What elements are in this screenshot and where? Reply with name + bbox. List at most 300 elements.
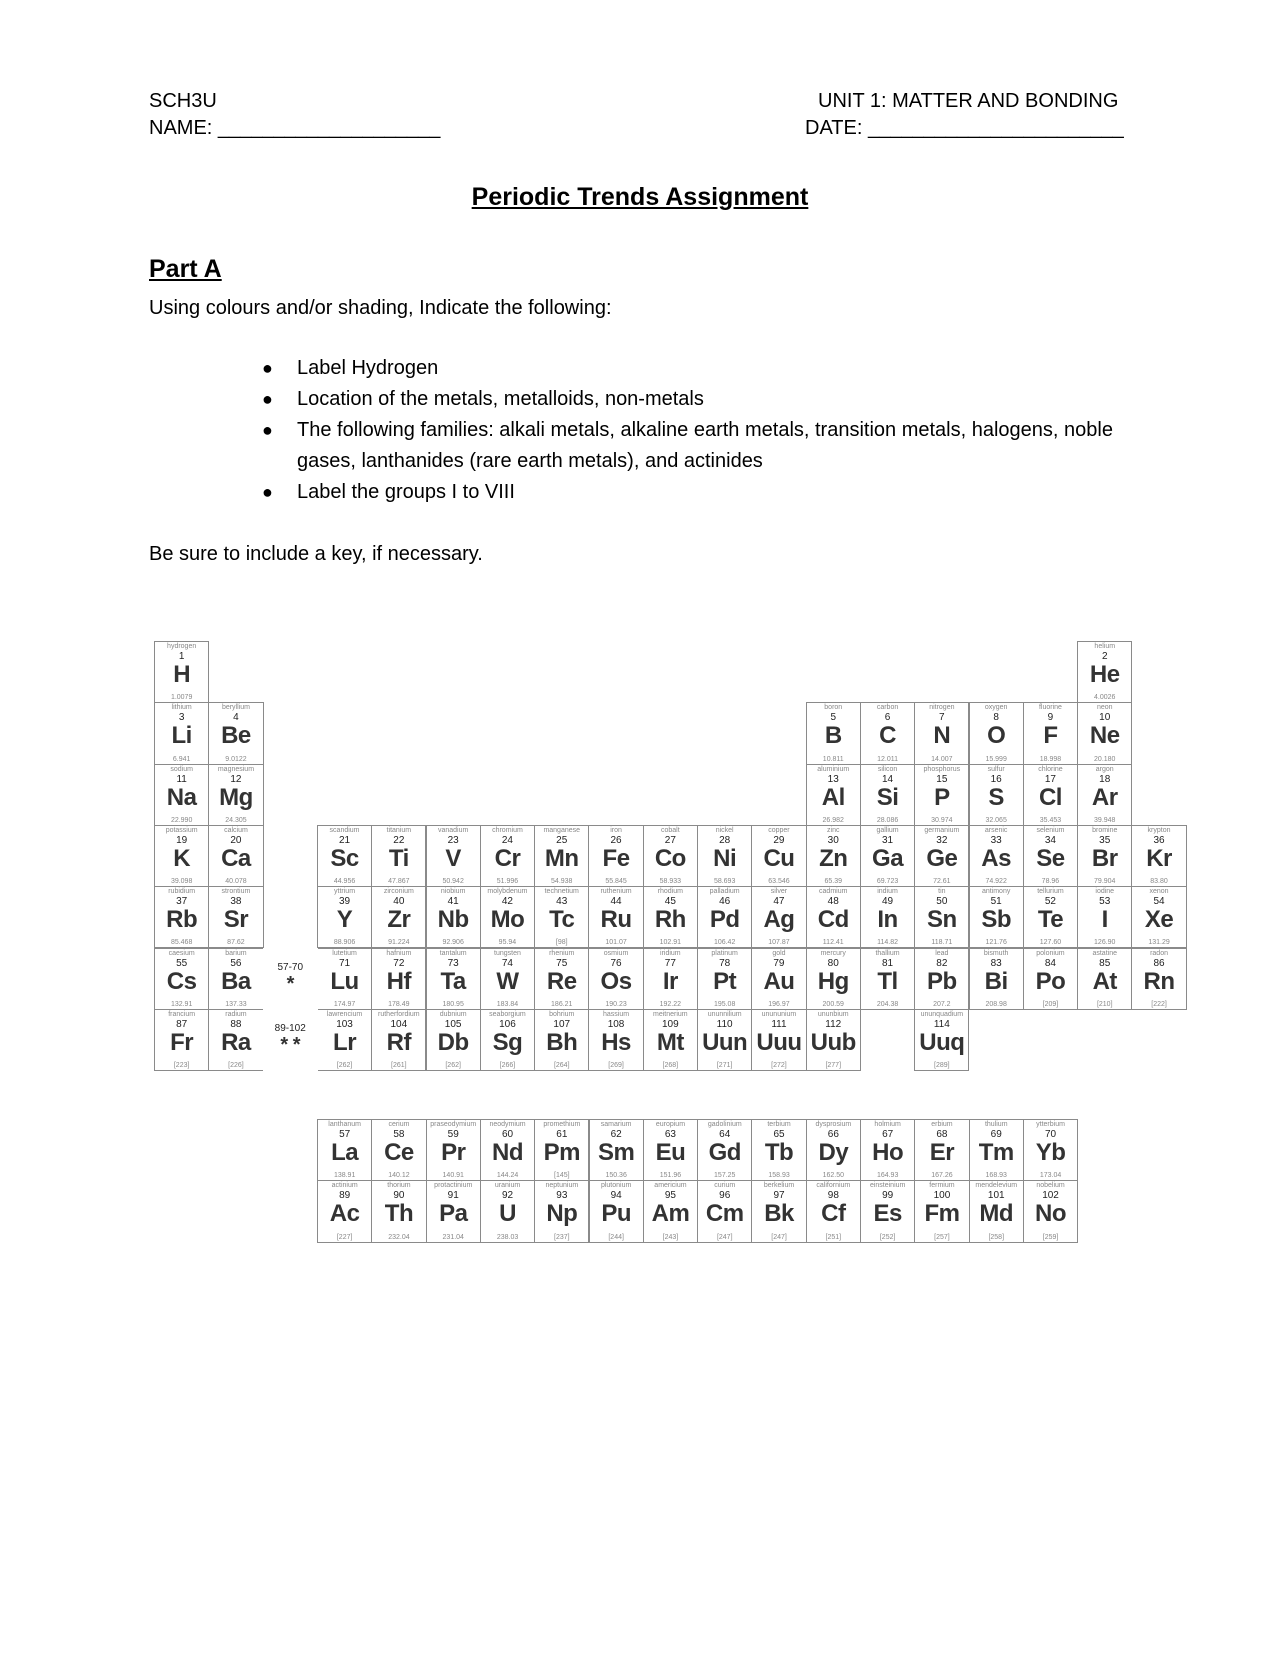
atomic-number: 63 — [664, 1129, 676, 1140]
atomic-weight: 102.91 — [659, 939, 682, 947]
atomic-number: 46 — [719, 896, 731, 908]
element-name: chromium — [492, 826, 523, 834]
placeholder-range: 57-70 — [277, 961, 304, 973]
element-symbol: Cu — [763, 844, 795, 872]
atomic-number: 25 — [556, 834, 568, 846]
atomic-weight: 140.91 — [442, 1172, 464, 1180]
atomic-weight: [247] — [771, 1233, 787, 1241]
element-name: radium — [225, 1010, 247, 1018]
element-name: dysprosium — [815, 1121, 852, 1128]
element-name: ruthenium — [600, 888, 632, 896]
atomic-number: 10 — [1099, 712, 1111, 724]
element-mt — [643, 1009, 698, 1071]
element-name: germanium — [924, 826, 960, 834]
element-cm — [697, 1180, 752, 1242]
element-symbol: Ho — [872, 1139, 904, 1166]
element-symbol: He — [1089, 661, 1120, 688]
element-gd — [697, 1119, 752, 1181]
atomic-weight: 22.990 — [170, 816, 193, 824]
atomic-weight: [227] — [336, 1233, 353, 1241]
atomic-number: 20 — [230, 834, 242, 846]
element-name: zirconium — [383, 888, 414, 896]
element-name: holmium — [874, 1121, 901, 1128]
atomic-weight: 9.0122 — [225, 755, 247, 763]
element-name: cadmium — [819, 888, 848, 896]
element-name: lawrencium — [326, 1010, 363, 1018]
atomic-number: 34 — [1044, 834, 1056, 846]
element-symbol: Ne — [1089, 722, 1120, 750]
element-name: krypton — [1147, 826, 1171, 834]
atomic-number: 111 — [771, 1018, 787, 1030]
element-symbol: Ar — [1091, 783, 1118, 811]
element-symbol: Md — [979, 1200, 1014, 1228]
element-name: manganese — [543, 826, 581, 834]
element-bi — [969, 948, 1024, 1010]
name-field-label[interactable]: NAME: ____________________ — [149, 117, 441, 139]
atomic-weight: [264] — [553, 1062, 570, 1070]
element-symbol: Ce — [384, 1139, 414, 1166]
element-symbol: Zn — [819, 844, 848, 872]
atomic-weight: 231.04 — [442, 1233, 464, 1241]
element-nb — [426, 886, 481, 948]
element-symbol: S — [988, 783, 1004, 811]
element-name: thorium — [387, 1182, 411, 1190]
element-br — [1077, 825, 1132, 887]
element-name: technetium — [544, 888, 579, 896]
atomic-weight: 137.33 — [225, 1000, 247, 1008]
atomic-number: 27 — [664, 834, 676, 846]
task-text: Label Hydrogen — [297, 357, 439, 379]
element-symbol: Bh — [546, 1028, 578, 1056]
element-symbol: Ge — [926, 844, 958, 872]
element-symbol: Sn — [927, 906, 957, 934]
atomic-weight: [269] — [608, 1062, 624, 1070]
element-symbol: Ag — [763, 906, 795, 934]
element-symbol: Rh — [654, 906, 686, 934]
element-ar — [1077, 764, 1132, 826]
atomic-number: 2 — [1101, 651, 1108, 662]
atomic-weight: 15.999 — [985, 755, 1007, 763]
element-name: xenon — [1149, 888, 1169, 896]
element-name: astatine — [1092, 949, 1117, 957]
element-re — [534, 948, 589, 1010]
atomic-number: 36 — [1153, 834, 1165, 846]
element-ag — [751, 886, 806, 948]
atomic-weight: 118.71 — [931, 939, 953, 947]
atomic-number: 21 — [338, 834, 351, 846]
atomic-weight: 178.49 — [388, 1000, 410, 1008]
element-rn — [1131, 948, 1186, 1010]
element-name: phosphorus — [923, 765, 961, 773]
atomic-number: 44 — [610, 896, 622, 908]
element-name: hafnium — [386, 949, 412, 957]
element-rh — [643, 886, 698, 948]
atomic-number: 99 — [882, 1190, 894, 1202]
element-name: nobelium — [1036, 1182, 1065, 1190]
atomic-number: 16 — [990, 773, 1002, 785]
element-symbol: Ti — [388, 844, 409, 872]
element-name: molybdenum — [487, 888, 528, 896]
element-symbol: Pm — [543, 1139, 581, 1166]
atomic-number: 22 — [393, 834, 405, 846]
periodic-table-f-block — [317, 1119, 1081, 1241]
element-name: samarium — [600, 1121, 632, 1128]
element-name: iodine — [1095, 888, 1115, 896]
element-symbol: N — [933, 722, 951, 750]
element-ne — [1077, 702, 1132, 764]
atomic-number: 45 — [664, 896, 676, 908]
element-name: cobalt — [660, 826, 680, 834]
element-ra — [208, 1009, 263, 1071]
element-symbol: Pd — [709, 906, 740, 934]
course-code: SCH3U — [149, 90, 217, 112]
atomic-number: 48 — [827, 896, 839, 908]
element-sb — [969, 886, 1024, 948]
element-symbol: Rn — [1143, 967, 1175, 995]
element-po — [1023, 948, 1078, 1010]
element-es — [860, 1180, 915, 1242]
element-symbol: Sc — [330, 844, 359, 872]
atomic-weight: [223] — [173, 1062, 190, 1070]
element-name: radon — [1150, 949, 1168, 957]
atomic-number: 58 — [393, 1129, 405, 1140]
element-symbol: Hs — [601, 1028, 631, 1056]
atomic-number: 53 — [1099, 896, 1111, 908]
element-be — [208, 702, 263, 764]
element-symbol: I — [1101, 906, 1108, 934]
atomic-number: 55 — [176, 957, 188, 969]
element-f — [1023, 702, 1078, 764]
element-np — [534, 1180, 589, 1242]
atomic-number: 90 — [393, 1190, 405, 1202]
element-symbol: Uub — [810, 1028, 856, 1056]
atomic-number: 13 — [827, 773, 839, 785]
atomic-weight: 79.904 — [1094, 878, 1116, 886]
atomic-weight: 12.011 — [877, 755, 898, 763]
element-as — [969, 825, 1024, 887]
element-symbol: Si — [876, 783, 899, 811]
element-name: thulium — [984, 1121, 1008, 1128]
element-rb — [154, 886, 209, 948]
atomic-weight: 164.93 — [876, 1172, 899, 1180]
element-cr — [480, 825, 535, 887]
element-zr — [371, 886, 426, 948]
atomic-number: 81 — [881, 957, 894, 969]
atomic-weight: 138.91 — [333, 1172, 356, 1180]
element-cf — [806, 1180, 861, 1242]
element-xe — [1131, 886, 1186, 948]
atomic-weight: [244] — [608, 1233, 624, 1241]
element-symbol: Tb — [764, 1139, 794, 1166]
element-name: bromine — [1092, 826, 1118, 834]
atomic-number: 59 — [447, 1129, 459, 1140]
atomic-weight: [222] — [1151, 1000, 1167, 1008]
page-title: Periodic Trends Assignment — [471, 183, 809, 211]
element-symbol: Sg — [492, 1028, 523, 1056]
atomic-weight: 30.974 — [931, 816, 953, 824]
atomic-number: 75 — [556, 957, 568, 969]
date-field-label[interactable]: DATE: _______________________ — [805, 117, 1124, 139]
atomic-number: 42 — [501, 896, 513, 908]
element-name: arsenic — [984, 826, 1008, 834]
element-sg — [480, 1009, 535, 1071]
element-symbol: U — [499, 1200, 516, 1228]
atomic-weight: 39.948 — [1094, 816, 1116, 824]
element-name: neodymium — [489, 1121, 526, 1128]
element-la — [317, 1119, 372, 1181]
element-symbol: Te — [1037, 906, 1064, 934]
atomic-weight: 144.24 — [496, 1172, 519, 1180]
atomic-weight: [272] — [771, 1062, 787, 1070]
atomic-number: 86 — [1153, 957, 1165, 969]
element-au — [751, 948, 806, 1010]
atomic-number: 12 — [230, 773, 242, 785]
element-db — [426, 1009, 481, 1071]
atomic-weight: 69.723 — [876, 878, 899, 886]
element-symbol: Nd — [492, 1139, 524, 1166]
element-mg — [208, 764, 263, 826]
element-name: promethium — [543, 1121, 581, 1128]
element-fe — [588, 825, 643, 887]
atomic-weight: 192.22 — [659, 1000, 682, 1008]
atomic-number: 33 — [990, 834, 1002, 846]
atomic-number: 73 — [447, 957, 459, 969]
task-text: Label the groups I to VIII — [297, 481, 515, 503]
element-symbol: Cs — [166, 967, 197, 995]
element-symbol: Fm — [924, 1200, 960, 1228]
element-symbol: Yb — [1035, 1139, 1066, 1166]
element-u — [480, 1180, 535, 1242]
atomic-weight: 47.867 — [388, 878, 410, 886]
element-symbol: Ir — [662, 967, 678, 995]
element-w — [480, 948, 535, 1010]
element-name: tin — [938, 888, 946, 896]
atomic-number: 9 — [1047, 712, 1054, 724]
atomic-weight: [145] — [554, 1172, 570, 1180]
element-name: ununbium — [817, 1010, 849, 1018]
atomic-number: 6 — [884, 712, 891, 724]
atomic-number: 82 — [936, 957, 948, 969]
task-text: The following families: alkali metals, alkaline earth metals, transition metals, halogens, noble gases, lanthanides (rare earth metals), and actinides — [297, 419, 1113, 472]
element-uuu — [751, 1009, 806, 1071]
atomic-weight: 101.07 — [605, 939, 627, 947]
element-symbol: Co — [654, 844, 686, 872]
element-name: lithium — [171, 704, 192, 712]
element-name: rutherfordium — [378, 1010, 420, 1018]
atomic-weight: [209] — [1042, 1000, 1059, 1008]
atomic-weight: 83.80 — [1150, 878, 1168, 886]
atomic-number: 91 — [447, 1190, 459, 1202]
unit-title: UNIT 1: MATTER AND BONDING — [818, 90, 1119, 112]
atomic-number: 4 — [233, 712, 239, 724]
atomic-weight: [262] — [336, 1062, 353, 1070]
atomic-weight: 26.982 — [822, 816, 844, 824]
atomic-weight: 204.38 — [876, 1000, 899, 1008]
atomic-number: 28 — [719, 834, 731, 846]
atomic-number: 98 — [827, 1190, 839, 1202]
element-name: zinc — [827, 826, 840, 834]
atomic-number: 61 — [556, 1129, 568, 1140]
element-symbol: Gd — [708, 1139, 741, 1166]
element-ge — [914, 825, 969, 887]
atomic-number: 84 — [1044, 957, 1056, 969]
element-uun — [697, 1009, 752, 1071]
atomic-weight: 150.36 — [605, 1172, 627, 1180]
atomic-number: 24 — [501, 834, 513, 846]
element-name: meitnerium — [653, 1010, 688, 1018]
element-tb — [751, 1119, 806, 1181]
task-item — [262, 384, 1162, 415]
atomic-number: 71 — [338, 957, 351, 969]
atomic-weight: 151.96 — [659, 1172, 682, 1180]
atomic-weight: 88.906 — [333, 939, 356, 947]
element-symbol: Rf — [386, 1028, 411, 1056]
atomic-weight: 85.468 — [170, 939, 193, 947]
element-symbol: Es — [873, 1200, 902, 1228]
atomic-number: 14 — [881, 773, 894, 785]
atomic-weight: 186.21 — [551, 1000, 573, 1008]
element-name: nitrogen — [929, 704, 955, 712]
atomic-number: 23 — [447, 834, 459, 846]
atomic-number: 83 — [990, 957, 1002, 969]
atomic-weight: 78.96 — [1041, 878, 1060, 886]
element-no — [1023, 1180, 1078, 1242]
element-symbol: Lr — [333, 1028, 357, 1056]
element-name: rubidium — [168, 888, 196, 896]
element-name: gallium — [876, 826, 899, 834]
atomic-weight: 158.93 — [768, 1172, 790, 1180]
element-name: seaborgium — [489, 1010, 526, 1018]
element-name: silicon — [877, 765, 898, 773]
atomic-weight: [237] — [554, 1233, 570, 1241]
element-symbol: Na — [166, 783, 197, 811]
element-bk — [751, 1180, 806, 1242]
element-name: barium — [225, 949, 247, 957]
element-y — [317, 886, 372, 948]
element-hs — [588, 1009, 643, 1071]
element-symbol: Se — [1036, 844, 1065, 872]
atomic-number: 39 — [338, 896, 351, 908]
element-symbol: Cd — [817, 906, 849, 934]
element-symbol: Rb — [166, 906, 198, 934]
element-cl — [1023, 764, 1078, 826]
element-symbol: Ca — [221, 844, 251, 872]
element-name: argon — [1095, 765, 1114, 773]
element-er — [914, 1119, 969, 1181]
atomic-weight: [226] — [228, 1062, 244, 1070]
element-name: aluminium — [817, 765, 850, 773]
atomic-number: 80 — [827, 957, 839, 969]
element-name: dubnium — [439, 1010, 467, 1018]
atomic-weight: 74.922 — [985, 878, 1007, 886]
element-name: praseodymium — [430, 1121, 477, 1128]
atomic-weight: 63.546 — [768, 878, 790, 886]
atomic-number: 110 — [716, 1018, 733, 1030]
element-symbol: Uuq — [919, 1028, 965, 1056]
element-name: gadolinium — [707, 1121, 742, 1128]
atomic-number: 37 — [176, 896, 188, 908]
element-tl — [860, 948, 915, 1010]
element-name: tellurium — [1037, 888, 1064, 896]
element-symbol: Zr — [387, 906, 411, 934]
element-name: calcium — [224, 826, 248, 834]
element-symbol: Mn — [544, 844, 579, 872]
atomic-weight: 196.97 — [768, 1000, 790, 1008]
atomic-number: 65 — [773, 1129, 785, 1140]
atomic-weight: 183.84 — [496, 1000, 519, 1008]
element-name: hydrogen — [167, 643, 197, 650]
element-name: erbium — [931, 1121, 953, 1128]
element-name: mendelevium — [975, 1182, 1018, 1190]
element-symbol: La — [331, 1139, 359, 1166]
atomic-weight: [266] — [499, 1062, 516, 1070]
element-symbol: Y — [336, 906, 353, 934]
element-symbol: As — [981, 844, 1011, 872]
element-name: silver — [770, 888, 788, 896]
element-name: lanthanum — [328, 1121, 361, 1128]
periodic-table-main — [154, 641, 1186, 1073]
element-dy — [806, 1119, 861, 1181]
element-name: platinum — [711, 949, 738, 957]
element-n — [914, 702, 969, 764]
element-symbol: Br — [1091, 844, 1118, 872]
bullet-icon: ● — [262, 358, 273, 378]
atomic-number: 31 — [881, 834, 894, 846]
element-yb — [1023, 1119, 1078, 1181]
atomic-weight: [261] — [391, 1062, 407, 1070]
element-tm — [969, 1119, 1024, 1181]
atomic-number: 50 — [936, 896, 948, 908]
atomic-weight: [251] — [825, 1233, 842, 1241]
task-list — [262, 353, 1162, 508]
bullet-icon: ● — [262, 420, 273, 440]
element-symbol: Ga — [872, 844, 904, 872]
element-pm — [534, 1119, 589, 1181]
element-symbol: Ra — [221, 1028, 251, 1056]
element-ho — [860, 1119, 915, 1181]
element-eu — [643, 1119, 698, 1181]
atomic-weight: 157.25 — [714, 1172, 736, 1180]
atomic-number: 106 — [499, 1018, 516, 1030]
element-symbol: V — [445, 844, 461, 872]
atomic-weight: 32.065 — [985, 816, 1007, 824]
element-symbol: Cm — [705, 1200, 744, 1228]
element-symbol: Mo — [490, 906, 525, 934]
element-hg — [806, 948, 861, 1010]
atomic-weight: 58.693 — [713, 878, 736, 886]
element-name: nickel — [715, 826, 734, 834]
element-name: potassium — [165, 826, 198, 834]
element-name: protactinium — [434, 1182, 473, 1190]
atomic-weight: 95.94 — [498, 939, 517, 947]
atomic-weight: 168.93 — [985, 1172, 1007, 1180]
atomic-weight: 162.50 — [822, 1172, 845, 1180]
atomic-number: 40 — [393, 896, 405, 908]
element-symbol: Xe — [1144, 906, 1174, 934]
atomic-number: 51 — [990, 896, 1002, 908]
element-name: gold — [772, 949, 786, 957]
element-symbol: Ba — [221, 967, 251, 995]
atomic-number: 17 — [1044, 773, 1056, 785]
element-symbol: Tm — [978, 1139, 1014, 1166]
atomic-number: 108 — [607, 1018, 625, 1030]
element-mn — [534, 825, 589, 887]
element-symbol: Sr — [223, 906, 249, 934]
element-symbol: Os — [600, 967, 632, 995]
element-name: vanadium — [437, 826, 469, 834]
atomic-weight: 55.845 — [605, 878, 627, 886]
element-cd — [806, 886, 861, 948]
